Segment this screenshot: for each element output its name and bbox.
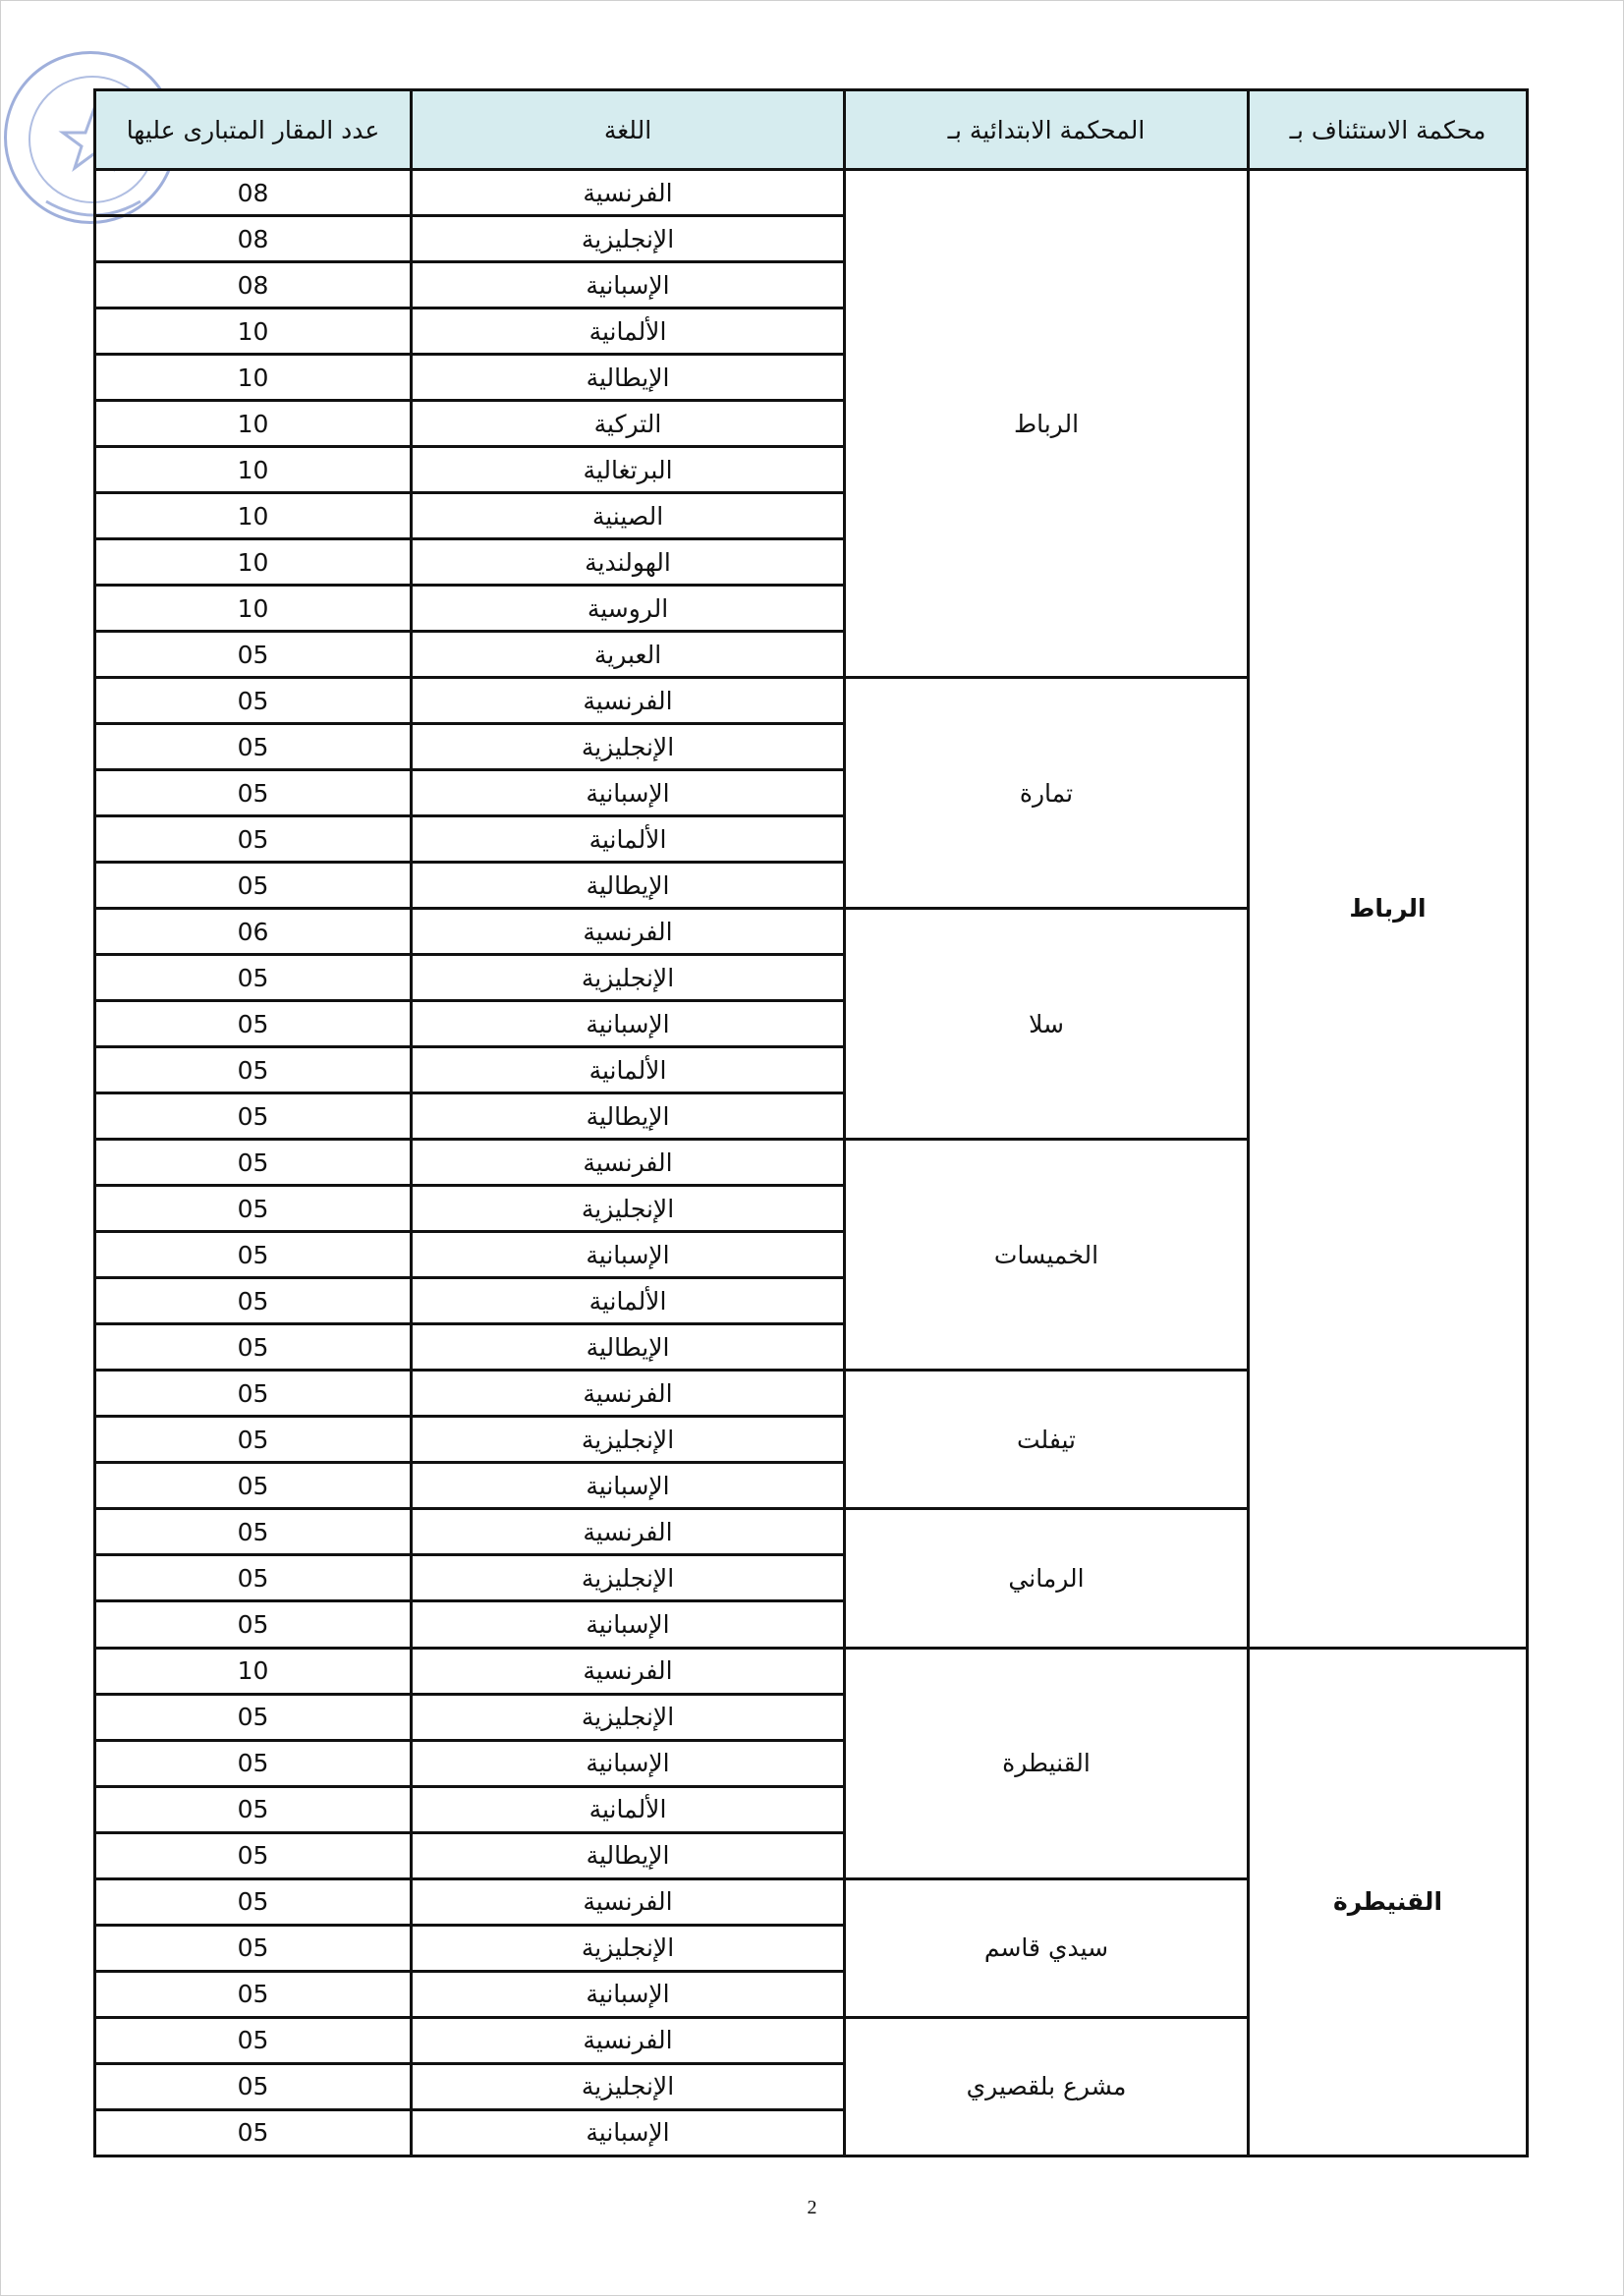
language-cell: الإنجليزية	[412, 1555, 845, 1601]
language-cell: الإسبانية	[412, 1971, 845, 2017]
language-cell: الإيطالية	[412, 1832, 845, 1878]
first-instance-court-cell: تمارة	[845, 678, 1249, 909]
language-cell: الإسبانية	[412, 1001, 845, 1047]
language-cell: الفرنسية	[412, 170, 845, 216]
positions-count-cell: 05	[95, 863, 412, 909]
positions-count-cell: 10	[95, 355, 412, 401]
language-cell: البرتغالية	[412, 447, 845, 493]
positions-count-cell: 05	[95, 1186, 412, 1232]
positions-count-cell: 05	[95, 1509, 412, 1555]
language-cell: الفرنسية	[412, 1371, 845, 1417]
positions-count-cell: 05	[95, 724, 412, 770]
positions-count-cell: 05	[95, 1463, 412, 1509]
language-cell: الإيطالية	[412, 863, 845, 909]
language-cell: الفرنسية	[412, 1509, 845, 1555]
positions-count-cell: 05	[95, 1047, 412, 1093]
positions-count-cell: 08	[95, 170, 412, 216]
language-cell: الإنجليزية	[412, 955, 845, 1001]
language-cell: الإسبانية	[412, 262, 845, 308]
positions-count-cell: 10	[95, 586, 412, 632]
positions-count-cell: 08	[95, 216, 412, 262]
first-instance-court-cell: سيدي قاسم	[845, 1878, 1249, 2017]
positions-count-cell: 05	[95, 678, 412, 724]
col-header-count: عدد المقار المتبارى عليها	[95, 90, 412, 170]
positions-count-cell: 06	[95, 909, 412, 955]
language-cell: الإنجليزية	[412, 216, 845, 262]
positions-count-cell: 05	[95, 1140, 412, 1186]
language-cell: الروسية	[412, 586, 845, 632]
positions-count-cell: 05	[95, 1555, 412, 1601]
appeal-court-cell: القنيطرة	[1249, 1648, 1528, 2156]
first-instance-court-cell: تيفلت	[845, 1371, 1249, 1509]
first-instance-court-cell: الرماني	[845, 1509, 1249, 1648]
positions-count-cell: 05	[95, 770, 412, 816]
positions-count-cell: 05	[95, 1278, 412, 1324]
language-cell: الفرنسية	[412, 909, 845, 955]
language-cell: الفرنسية	[412, 1648, 845, 1694]
table-row	[95, 170, 1528, 216]
positions-count-cell: 05	[95, 1417, 412, 1463]
positions-count-cell: 08	[95, 262, 412, 308]
header-row	[95, 90, 1528, 170]
language-cell: الإنجليزية	[412, 1925, 845, 1971]
language-cell: الفرنسية	[412, 1878, 845, 1925]
language-cell: الألمانية	[412, 1047, 845, 1093]
language-cell: الألمانية	[412, 1786, 845, 1832]
language-cell: الإنجليزية	[412, 1186, 845, 1232]
language-cell: الإيطالية	[412, 355, 845, 401]
col-header-appeal: محكمة الاستئناف بـ	[1249, 90, 1528, 170]
positions-count-cell: 10	[95, 493, 412, 539]
positions-count-cell: 05	[95, 2063, 412, 2109]
positions-count-cell: 05	[95, 955, 412, 1001]
positions-table	[93, 88, 1529, 2157]
appeal-court-cell: الرباط	[1249, 170, 1528, 1649]
positions-count-cell: 10	[95, 1648, 412, 1694]
positions-count-cell: 05	[95, 1371, 412, 1417]
positions-count-cell: 05	[95, 1786, 412, 1832]
positions-count-cell: 05	[95, 1878, 412, 1925]
first-instance-court-cell: سلا	[845, 909, 1249, 1140]
language-cell: الألمانية	[412, 816, 845, 863]
positions-count-cell: 05	[95, 1324, 412, 1371]
language-cell: الفرنسية	[412, 1140, 845, 1186]
language-cell: الفرنسية	[412, 678, 845, 724]
positions-count-cell: 05	[95, 1971, 412, 2017]
positions-count-cell: 05	[95, 1832, 412, 1878]
language-cell: الفرنسية	[412, 2017, 845, 2063]
positions-count-cell: 05	[95, 632, 412, 678]
language-cell: الإسبانية	[412, 1740, 845, 1786]
first-instance-court-cell: مشرع بلقصيري	[845, 2017, 1249, 2156]
language-cell: الإسبانية	[412, 1463, 845, 1509]
positions-count-cell: 05	[95, 2109, 412, 2156]
language-cell: الإسبانية	[412, 770, 845, 816]
language-cell: الألمانية	[412, 308, 845, 355]
positions-count-cell: 10	[95, 401, 412, 447]
language-cell: الصينية	[412, 493, 845, 539]
positions-count-cell: 05	[95, 1694, 412, 1740]
positions-count-cell: 05	[95, 1232, 412, 1278]
language-cell: الإنجليزية	[412, 1417, 845, 1463]
first-instance-court-cell: الرباط	[845, 170, 1249, 678]
language-cell: الإسبانية	[412, 1601, 845, 1648]
positions-count-cell: 05	[95, 2017, 412, 2063]
positions-count-cell: 05	[95, 1925, 412, 1971]
language-cell: الألمانية	[412, 1278, 845, 1324]
col-header-language: اللغة	[412, 90, 845, 170]
language-cell: الإسبانية	[412, 2109, 845, 2156]
table-row	[95, 1648, 1528, 1694]
language-cell: العبرية	[412, 632, 845, 678]
language-cell: الهولندية	[412, 539, 845, 586]
language-cell: الإنجليزية	[412, 2063, 845, 2109]
positions-count-cell: 05	[95, 1093, 412, 1140]
positions-count-cell: 10	[95, 447, 412, 493]
first-instance-court-cell: الخميسات	[845, 1140, 1249, 1371]
positions-count-cell: 05	[95, 1601, 412, 1648]
positions-count-cell: 05	[95, 1001, 412, 1047]
positions-count-cell: 05	[95, 1740, 412, 1786]
language-cell: الإسبانية	[412, 1232, 845, 1278]
language-cell: الإيطالية	[412, 1093, 845, 1140]
positions-count-cell: 10	[95, 539, 412, 586]
col-header-first-instance: المحكمة الابتدائية بـ	[845, 90, 1249, 170]
language-cell: التركية	[412, 401, 845, 447]
page-number: 2	[807, 2197, 817, 2218]
positions-count-cell: 10	[95, 308, 412, 355]
first-instance-court-cell: القنيطرة	[845, 1648, 1249, 1878]
table-body	[95, 170, 1528, 2156]
positions-count-cell: 05	[95, 816, 412, 863]
language-cell: الإنجليزية	[412, 724, 845, 770]
language-cell: الإنجليزية	[412, 1694, 845, 1740]
language-cell: الإيطالية	[412, 1324, 845, 1371]
